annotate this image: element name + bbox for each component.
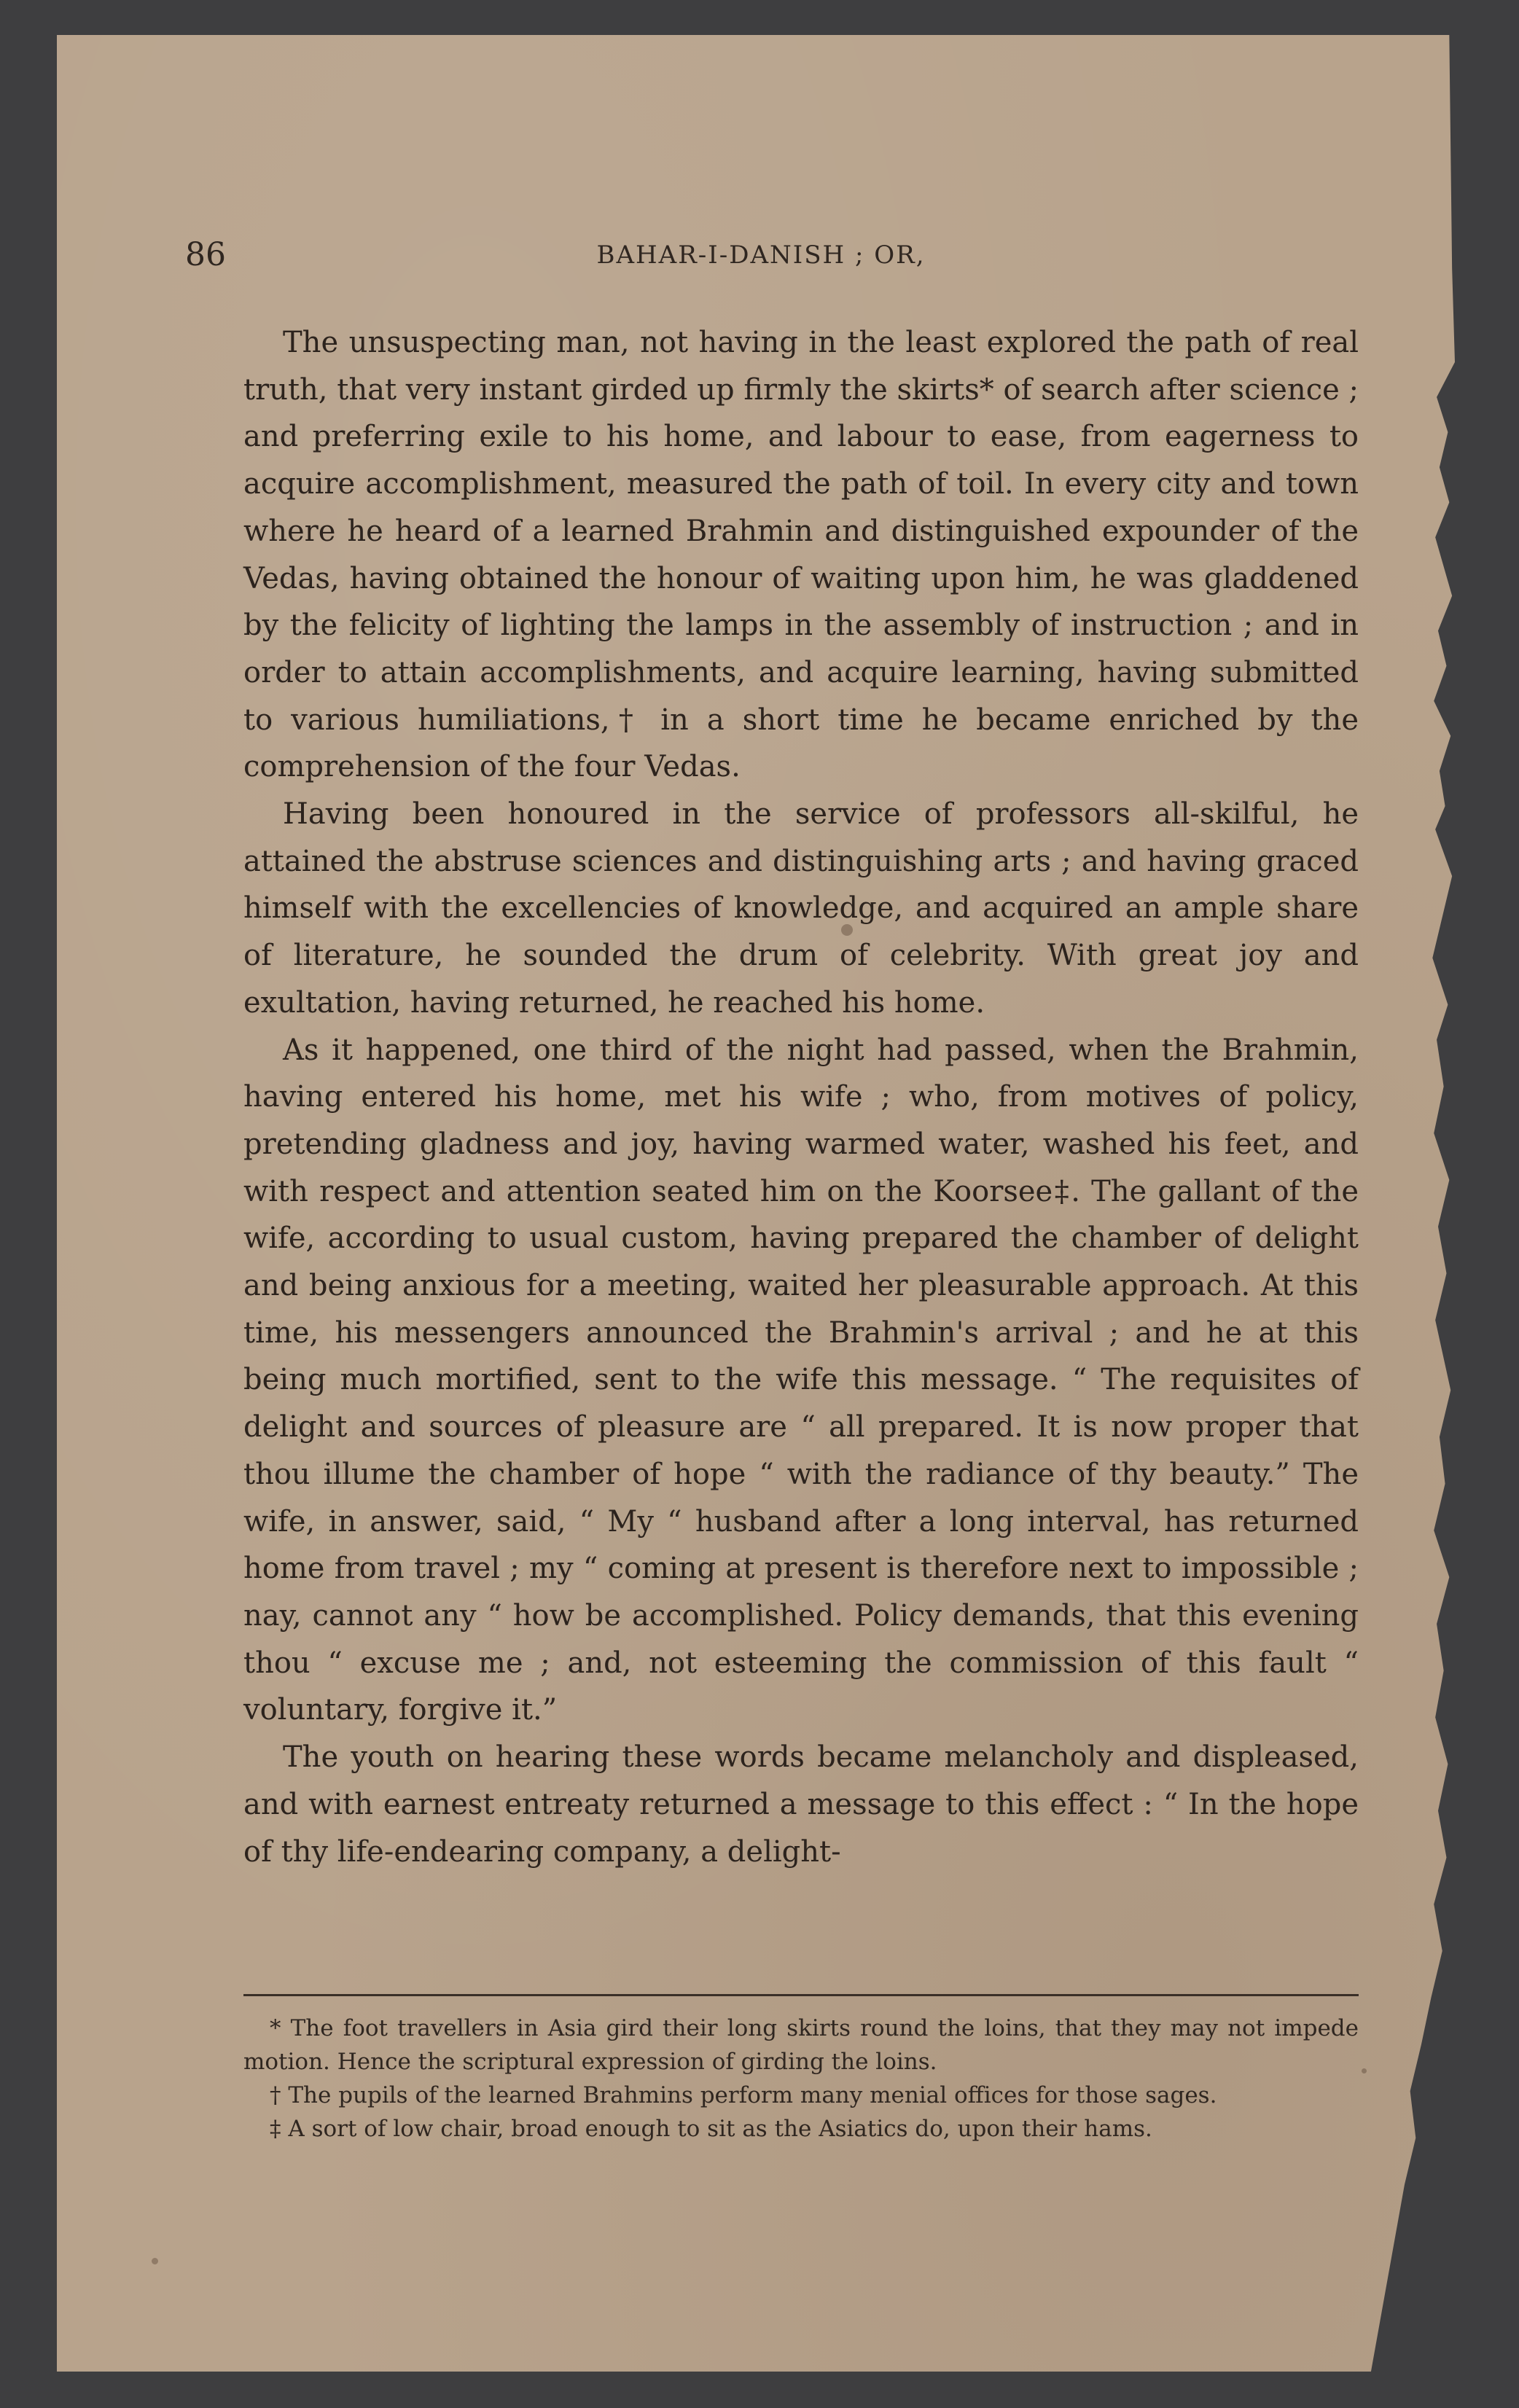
footnote-rule bbox=[243, 1994, 1359, 1996]
paragraph: The unsuspecting man, not having in the least explored the path of real truth, that very instant girded up firmly the skirts* of search after science ; and preferring exile to his home, and labour to ease, from eagerness to acquire accomplishment, measured the path of toil. In every city and town where he heard of a learned Brahmin and distinguished expounder of the Vedas, having obtained the honour of waiting upon him, he was gladdened by the felicity of lighting the lamps in the assembly of instruction ; and in order to attain accomplishments, and acquire learning, having submitted to various humiliations,† in a short time he became enriched by the comprehension of the four Vedas. bbox=[243, 326, 1359, 784]
paragraph: The youth on hearing these words became melancholy and displeased, and with earnest entreaty returned a message to this effect : “ In the hope of thy life-endearing company, a delight- bbox=[243, 1740, 1359, 1869]
running-head: BAHAR-I-DANISH ; OR, bbox=[596, 241, 926, 270]
page-header bbox=[185, 233, 1351, 277]
footnote: * The foot travellers in Asia gird their long skirts round the loins, that they may not impede motion. Hence the scriptural expression of girding the loins. bbox=[243, 2015, 1359, 2075]
page-number: 86 bbox=[185, 236, 226, 273]
paragraph: Having been honoured in the service of professors all-skilful, he attained the abstruse sciences and distinguishing arts ; and having graced himself with the excellencies of knowledge, and acquired an ample share of literature, he sounded the drum of celebrity. With great joy and exultation, having returned, he reached his home. bbox=[243, 797, 1359, 1020]
paper-spot bbox=[1362, 2068, 1367, 2073]
footnote: † The pupils of the learned Brahmins perform many menial offices for those sages. bbox=[270, 2082, 1217, 2108]
paper-spot bbox=[152, 2258, 158, 2264]
footnote: ‡ A sort of low chair, broad enough to sit as the Asiatics do, upon their hams. bbox=[270, 2116, 1152, 2142]
footnotes bbox=[243, 2012, 1359, 2146]
paragraph: As it happened, one third of the night had passed, when the Brahmin, having entered his home, met his wife ; who, from motives of policy, pretending gladness and joy, having warmed water, washed his feet, and with respect and attention seated him on the Koorsee‡. The gallant of the wife, according to usual custom, having prepared the chamber of delight and being anxious for a meeting, waited her pleasurable approach. At this time, his messengers announced the Brahmin's arrival ; and he at this being much mortified, sent to the wife this message. “ The requisites of delight and sources of pleasure are “ all prepared. It is now proper that thou illume the chamber of hope “ with the radiance of thy beauty.” The wife, in answer, said, “ My “ husband after a long interval, has returned home from travel ; my “ coming at present is therefore next to impossible ; nay, cannot any “ how be accomplished. Policy demands, that this evening thou “ excuse me ; and, not esteeming the commission of this fault “ voluntary, forgive it.” bbox=[243, 1033, 1359, 1727]
body-text bbox=[243, 319, 1359, 1875]
